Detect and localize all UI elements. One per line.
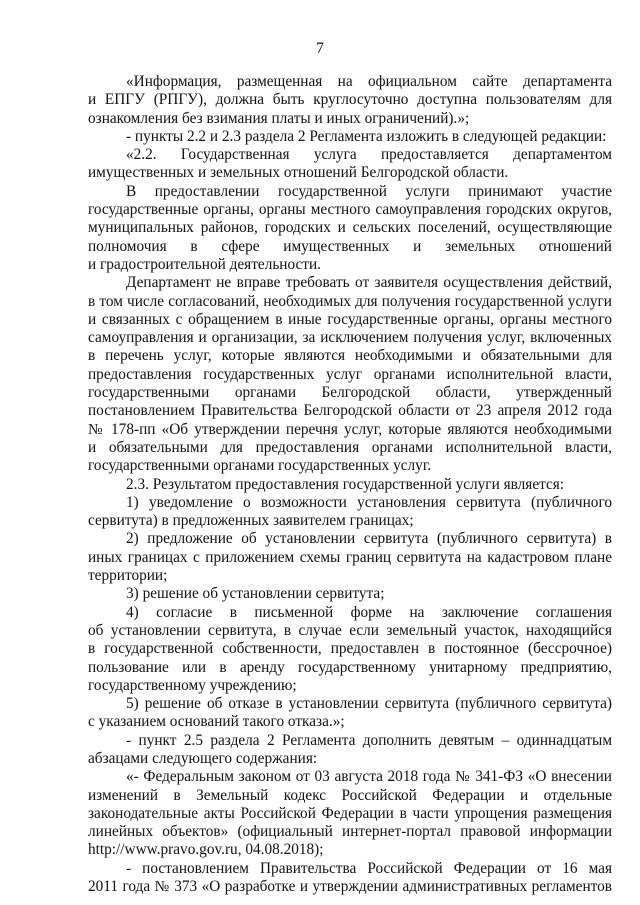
text-line: ознакомления без взимания платы и иных ограничений).»; [88,109,470,127]
text-line: 2) предложение об установлении сервитута (публичного сервитута) в [126,530,612,548]
text-line: 2011 года № 373 «О разработке и утверждении административных регламентов [88,878,612,896]
text-line: в том числе согласований, необходимых для получения государственной услуги [88,292,612,310]
text-line: «Информация, размещенная на официальном сайте департамента [126,73,612,90]
text-line: http://www.pravo.gov.ru, 04.08.2018); [88,841,324,859]
text-line: самоуправления и организации, за исключением получения услуг, включенных [88,329,612,347]
text-line: № 178-пп «Об утверждении перечня услуг, которые являются необходимыми [88,420,612,438]
text-line: законодательные акты Российской Федерации в части упрощения размещения [88,804,612,822]
text-line: 4) согласие в письменной форме на заключение соглашения [126,603,612,621]
text-line: 2.3. Результатом предоставления государственной услуги является: [126,475,565,493]
text-line: муниципальных районов, городских и сельских поселений, осуществляющие [88,219,612,237]
text-line: государственными органами государственных услуг. [88,457,432,475]
text-line: постановлением Правительства Белгородской области от 23 апреля 2012 года [88,402,612,420]
text-line: территории; [88,567,168,585]
document-body [88,73,612,896]
text-line: 5) решение об отказе в установлении сервитута (публичного сервитута) [126,695,612,713]
text-line: государственному учреждению; [88,676,297,694]
text-line: - постановлением Правительства Российской Федерации от 16 мая [126,859,612,877]
text-line: - пункт 2.5 раздела 2 Регламента дополнить девятым – одиннадцатым [126,731,612,749]
text-line: - пункты 2.2 и 2.3 раздела 2 Регламента изложить в следующей редакции: [126,127,607,145]
text-line: и связанных с обращением в иные государственные органы, органы местного [88,310,612,328]
text-line: государственными органами Белгородской области, утвержденный [88,384,612,402]
text-line: 1) уведомление о возможности установления сервитута (публичного [126,493,612,511]
text-line: в государственной собственности, предоставлен в постоянное (бессрочное) [88,640,612,658]
text-line: изменений в Земельный кодекс Российской Федерации и отдельные [88,786,612,804]
text-line: Департамент не вправе требовать от заявителя осуществления действий, [126,274,612,292]
text-line: В предоставлении государственной услуги принимают участие [126,182,612,200]
text-line: и обязательными для предоставления органами исполнительной власти, [88,438,612,456]
text-line: предоставления государственных услуг органами исполнительной власти, [88,365,612,383]
text-line: сервитута) в предложенных заявителем границах; [88,512,414,530]
text-line: «2.2. Государственная услуга предоставляется департаментом [126,146,612,164]
text-line: абзацами следующего содержания: [88,749,318,767]
text-line: и ЕПГУ (РПГУ), должна быть круглосуточно доступна пользователям для [88,91,612,109]
text-line: полномочия в сфере имущественных и земельных отношений [88,237,612,255]
text-line: и градостроительной деятельности. [88,255,322,273]
text-line: «- Федеральным законом от 03 августа 2018 года № 341-ФЗ «О внесении [126,768,612,786]
page-number: 7 [316,40,324,57]
text-line: об установлении сервитута, в случае если земельный участок, находящийся [88,621,612,639]
text-line: с указанием оснований такого отказа.»; [88,713,345,731]
text-line: линейных объектов» (официальный интернет-портал правовой информации [88,823,612,841]
text-line: имущественных и земельных отношений Белгородской области. [88,164,509,182]
text-line: 3) решение об установлении сервитута; [126,585,385,603]
text-line: иных границах с приложением схемы границ сервитута на кадастровом плане [88,548,612,566]
text-line: пользование или в аренду государственному унитарному предприятию, [88,658,612,676]
text-line: государственные органы, органы местного самоуправления городских округов, [88,201,612,219]
text-line: в перечень услуг, которые являются необходимыми и обязательными для [88,347,612,365]
